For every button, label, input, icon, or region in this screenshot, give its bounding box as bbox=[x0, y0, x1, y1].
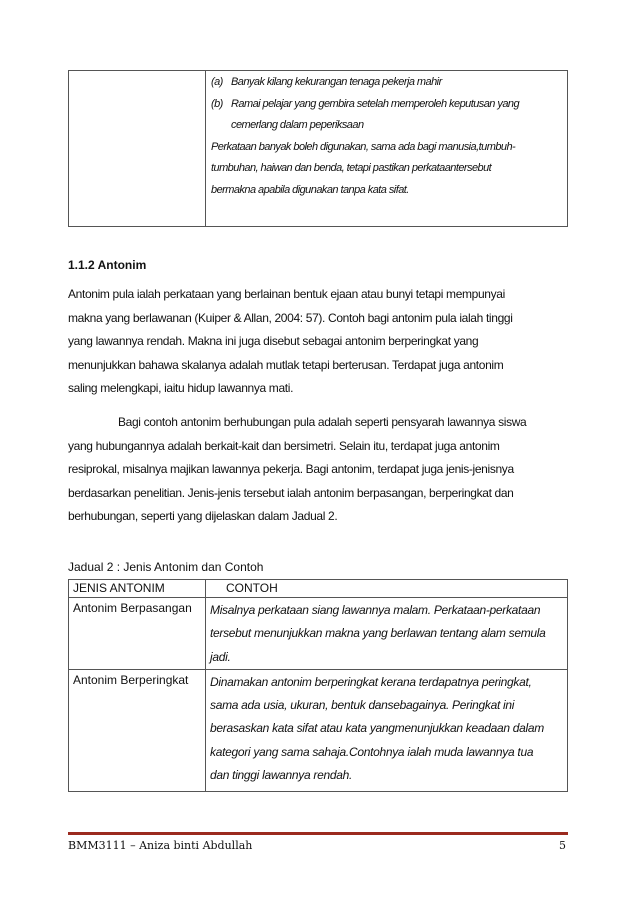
cell-line: tersebut menunjukkan makna yang berlawan tentang alam semula bbox=[210, 626, 546, 641]
footer-rule bbox=[68, 832, 568, 835]
cell-line: Misalnya perkataan siang lawannya malam. Perkataan-perkataan bbox=[210, 603, 541, 617]
cell-line: Dinamakan antonim berperingkat kerana terdapatnya peringkat, bbox=[210, 674, 532, 689]
example-continuation: cemerlang dalam peperiksaan bbox=[231, 119, 364, 131]
antonym-type-cell: Antonim Berperingkat bbox=[69, 669, 206, 791]
paragraph-line: Bagi contoh antonim berhubungan pula adalah seperti pensyarah lawannya siswa bbox=[118, 415, 527, 429]
paragraph-line: resiprokal, misalnya majikan lawannya pekerja. Bagi antonim, terdapat juga jenis-jenisnya bbox=[68, 462, 514, 477]
continued-table-empty-cell bbox=[69, 71, 206, 226]
paragraph-line: berdasarkan penelitian. Jenis-jenis tersebut ialah antonim berpasangan, berperingkat dan bbox=[68, 485, 514, 500]
example-line bbox=[211, 72, 561, 94]
column-header-example: CONTOH bbox=[206, 580, 568, 598]
table-caption: Jadual 2 : Jenis Antonim dan Contoh bbox=[68, 560, 264, 574]
cell-line: kategori yang sama sahaja.Contohnya ialah muda lawannya tua bbox=[210, 744, 534, 759]
continued-table-content bbox=[206, 71, 567, 226]
cell-line: berasaskan kata sifat atau kata yangmenunjukkan keadaan dalam bbox=[210, 721, 544, 736]
paragraph-line: yang lawannya rendah. Makna ini juga disebut sebagai antonim berperingkat yang bbox=[68, 334, 479, 349]
note-line: bermakna apabila digunakan tanpa kata sifat. bbox=[211, 183, 409, 196]
example-label: (a) bbox=[211, 76, 223, 88]
paragraph-line: yang hubungannya adalah berkait-kait dan bersimetri. Selain itu, terdapat juga antonim bbox=[68, 438, 500, 453]
cell-line: jadi. bbox=[210, 649, 231, 664]
cell-line: dan tinggi lawannya rendah. bbox=[210, 768, 353, 783]
table-row bbox=[69, 669, 568, 791]
paragraph-line: saling melengkapi, iaitu hidup lawannya mati. bbox=[68, 381, 294, 396]
example-label: (b) bbox=[211, 97, 223, 110]
antonym-example-cell bbox=[206, 598, 568, 670]
paragraph-line: Antonim pula ialah perkataan yang berlainan bentuk ejaan atau bunyi tetapi mempunyai bbox=[68, 287, 505, 301]
table-row bbox=[69, 598, 568, 670]
cell-line: sama ada usia, ukuran, bentuk dansebagainya. Peringkat ini bbox=[210, 698, 515, 713]
example-line bbox=[211, 94, 561, 116]
paragraph-antonim-types bbox=[68, 411, 568, 529]
paragraph-line: makna yang berlawanan (Kuiper & Allan, 2004: 57). Contoh bagi antonim pula ialah tinggi bbox=[68, 310, 513, 325]
example-text: Ramai pelajar yang gembira setelah memperoleh keputusan yang bbox=[231, 97, 520, 110]
continued-table bbox=[68, 70, 568, 227]
paragraph-line: menunjukkan bahawa skalanya adalah mutlak tetapi berterusan. Terdapat juga antonim bbox=[68, 357, 504, 372]
note-line: Perkataan banyak boleh digunakan, sama ada bagi manusia,tumbuh- bbox=[211, 140, 516, 153]
section-heading: 1.1.2 Antonim bbox=[68, 258, 147, 272]
table-header-row bbox=[69, 580, 568, 598]
example-text: Banyak kilang kekurangan tenaga pekerja mahir bbox=[231, 76, 442, 88]
page-number: 5 bbox=[559, 839, 566, 852]
note-line: tumbuhan, haiwan dan benda, tetapi pastikan perkataantersebut bbox=[211, 162, 492, 174]
paragraph-line: berhubungan, seperti yang dijelaskan dalam Jadual 2. bbox=[68, 509, 338, 524]
antonym-example-cell bbox=[206, 669, 568, 791]
column-header-type: JENIS ANTONIM bbox=[69, 580, 206, 598]
antonym-type-cell: Antonim Berpasangan bbox=[69, 598, 206, 670]
paragraph-antonim-definition bbox=[68, 283, 568, 401]
antonym-types-table bbox=[68, 579, 568, 792]
footer-course-author: BMM3111 – Aniza binti Abdullah bbox=[68, 839, 253, 852]
